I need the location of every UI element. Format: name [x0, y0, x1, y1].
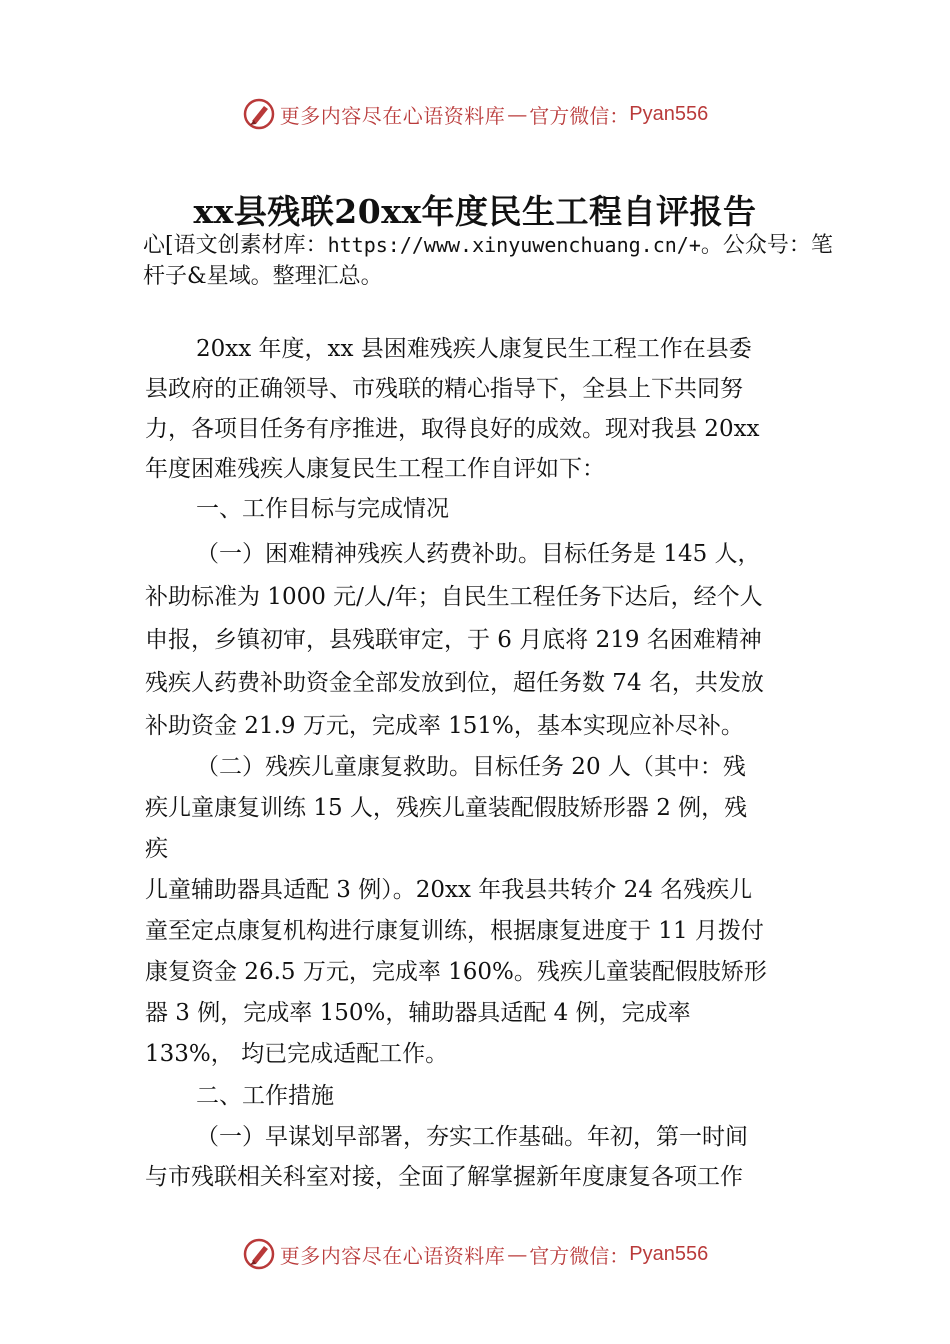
watermark-wechat-label: 官方微信：	[529, 103, 630, 128]
body-line: 20xx 年度，xx 县困难残疾人康复民生工程工作在县委	[196, 336, 752, 362]
body-line: 县政府的正确领导、市残联的精心指导下，全县上下共同努	[145, 376, 743, 402]
body-line: 疾	[145, 836, 168, 862]
watermark-text: 更多内容尽在心语资料库	[279, 1243, 506, 1268]
body-line: 器 3 例，完成率 150%，辅助器具适配 4 例，完成率	[145, 1000, 691, 1026]
section-heading: 一、工作目标与完成情况	[196, 496, 449, 522]
source-note	[143, 230, 833, 292]
body-line: 补助标准为 1000 元/人/年；自民生工程任务下达后，经个人	[145, 584, 763, 610]
source-prefix: 心[语文创素材库：	[143, 233, 328, 258]
body-line: 补助资金 21.9 万元，完成率 151%，基本实现应补尽补。	[145, 713, 744, 739]
body-line: （二）残疾儿童康复救助。目标任务 20 人（其中：残	[196, 754, 746, 780]
body-line: 133%， 均已完成适配工作。	[145, 1041, 449, 1067]
body-line: 力，各项目任务有序推进，取得良好的成效。现对我县 20xx	[145, 416, 760, 442]
body-line: （一）早谋划早部署，夯实工作基础。年初，第一时间	[196, 1124, 748, 1150]
body-line: 残疾人药费补助资金全部发放到位，超任务数 74 名，共发放	[145, 670, 764, 696]
watermark-banner-bottom	[0, 1234, 950, 1274]
source-url: https://www.xinyuwenchuang.cn/+	[327, 233, 701, 257]
watermark-banner-top	[0, 94, 950, 134]
pen-circle-logo-icon	[242, 97, 276, 131]
body-line: 与市残联相关科室对接，全面了解掌握新年度康复各项工作	[145, 1164, 743, 1190]
pen-circle-logo-icon	[242, 1237, 276, 1271]
body-line: 疾儿童康复训练 15 人，残疾儿童装配假肢矫形器 2 例，残	[145, 795, 748, 821]
body-line: 年度困难残疾人康复民生工程工作自评如下：	[145, 456, 605, 482]
watermark-text: 更多内容尽在心语资料库	[279, 103, 506, 128]
body-line: 儿童辅助器具适配 3 例）。20xx 年我县共转介 24 名残疾儿	[145, 877, 753, 903]
document-title: xx县残联20xx年度民生工程自评报告	[193, 192, 757, 231]
watermark-wechat-id: Pyan556	[629, 1242, 709, 1265]
source-suffix: 。公众号：笔杆子&星域。整理汇总。	[143, 233, 833, 289]
body-line: 申报，乡镇初审，县残联审定，于 6 月底将 219 名困难精神	[145, 627, 762, 653]
watermark-separator: —	[507, 102, 528, 126]
body-line: 童至定点康复机构进行康复训练，根据康复进度于 11 月拨付	[145, 918, 764, 944]
body-line: 康复资金 26.5 万元，完成率 160%。残疾儿童装配假肢矫形	[145, 959, 767, 985]
section-heading: 二、工作措施	[196, 1083, 334, 1109]
watermark-wechat-label: 官方微信：	[529, 1243, 630, 1268]
body-line: （一）困难精神残疾人药费补助。目标任务是 145 人，	[196, 541, 761, 567]
watermark-wechat-id: Pyan556	[629, 102, 709, 125]
watermark-separator: —	[507, 1242, 528, 1266]
